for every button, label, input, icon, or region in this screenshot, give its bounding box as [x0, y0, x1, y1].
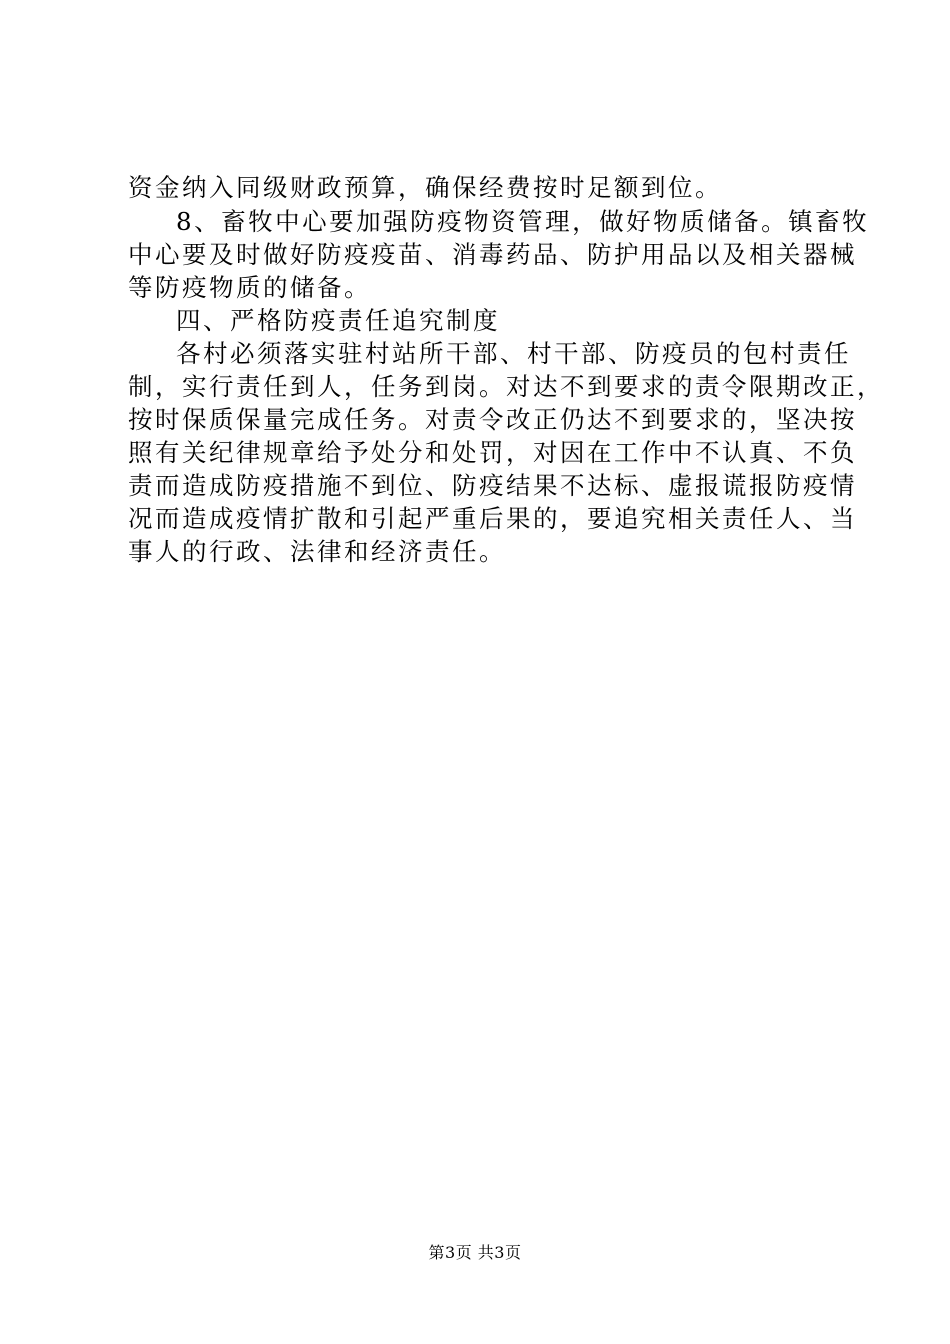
paragraph-line: 况而造成疫情扩散和引起严重后果的，要追究相关责任人、当 — [128, 504, 857, 533]
paragraph-line: 按时保质保量完成任务。对责令改正仍达不到要求的，坚决按 — [128, 405, 857, 434]
paragraph-line: 各村必须落实驻村站所干部、村干部、防疫员的包村责任 — [176, 339, 851, 368]
page-number-footer: 第3页 共3页 — [428, 1243, 522, 1262]
paragraph-line: 中心要及时做好防疫疫苗、消毒药品、防护用品以及相关器械 — [128, 240, 857, 269]
paragraph-line: 8、畜牧中心要加强防疫物资管理，做好物质储备。镇畜牧 — [176, 207, 870, 236]
paragraph-line: 责而造成防疫措施不到位、防疫结果不达标、虚报谎报防疫情 — [128, 471, 857, 500]
paragraph-line: 事人的行政、法律和经济责任。 — [128, 537, 506, 566]
section-heading: 四、严格防疫责任追究制度 — [176, 306, 500, 335]
paragraph-line: 制，实行责任到人，任务到岗。对达不到要求的责令限期改正， — [128, 372, 884, 401]
paragraph-line: 等防疫物质的储备。 — [128, 273, 371, 302]
paragraph-line: 照有关纪律规章给予处分和处罚，对因在工作中不认真、不负 — [128, 438, 857, 467]
paragraph-line: 资金纳入同级财政预算，确保经费按时足额到位。 — [128, 173, 722, 202]
